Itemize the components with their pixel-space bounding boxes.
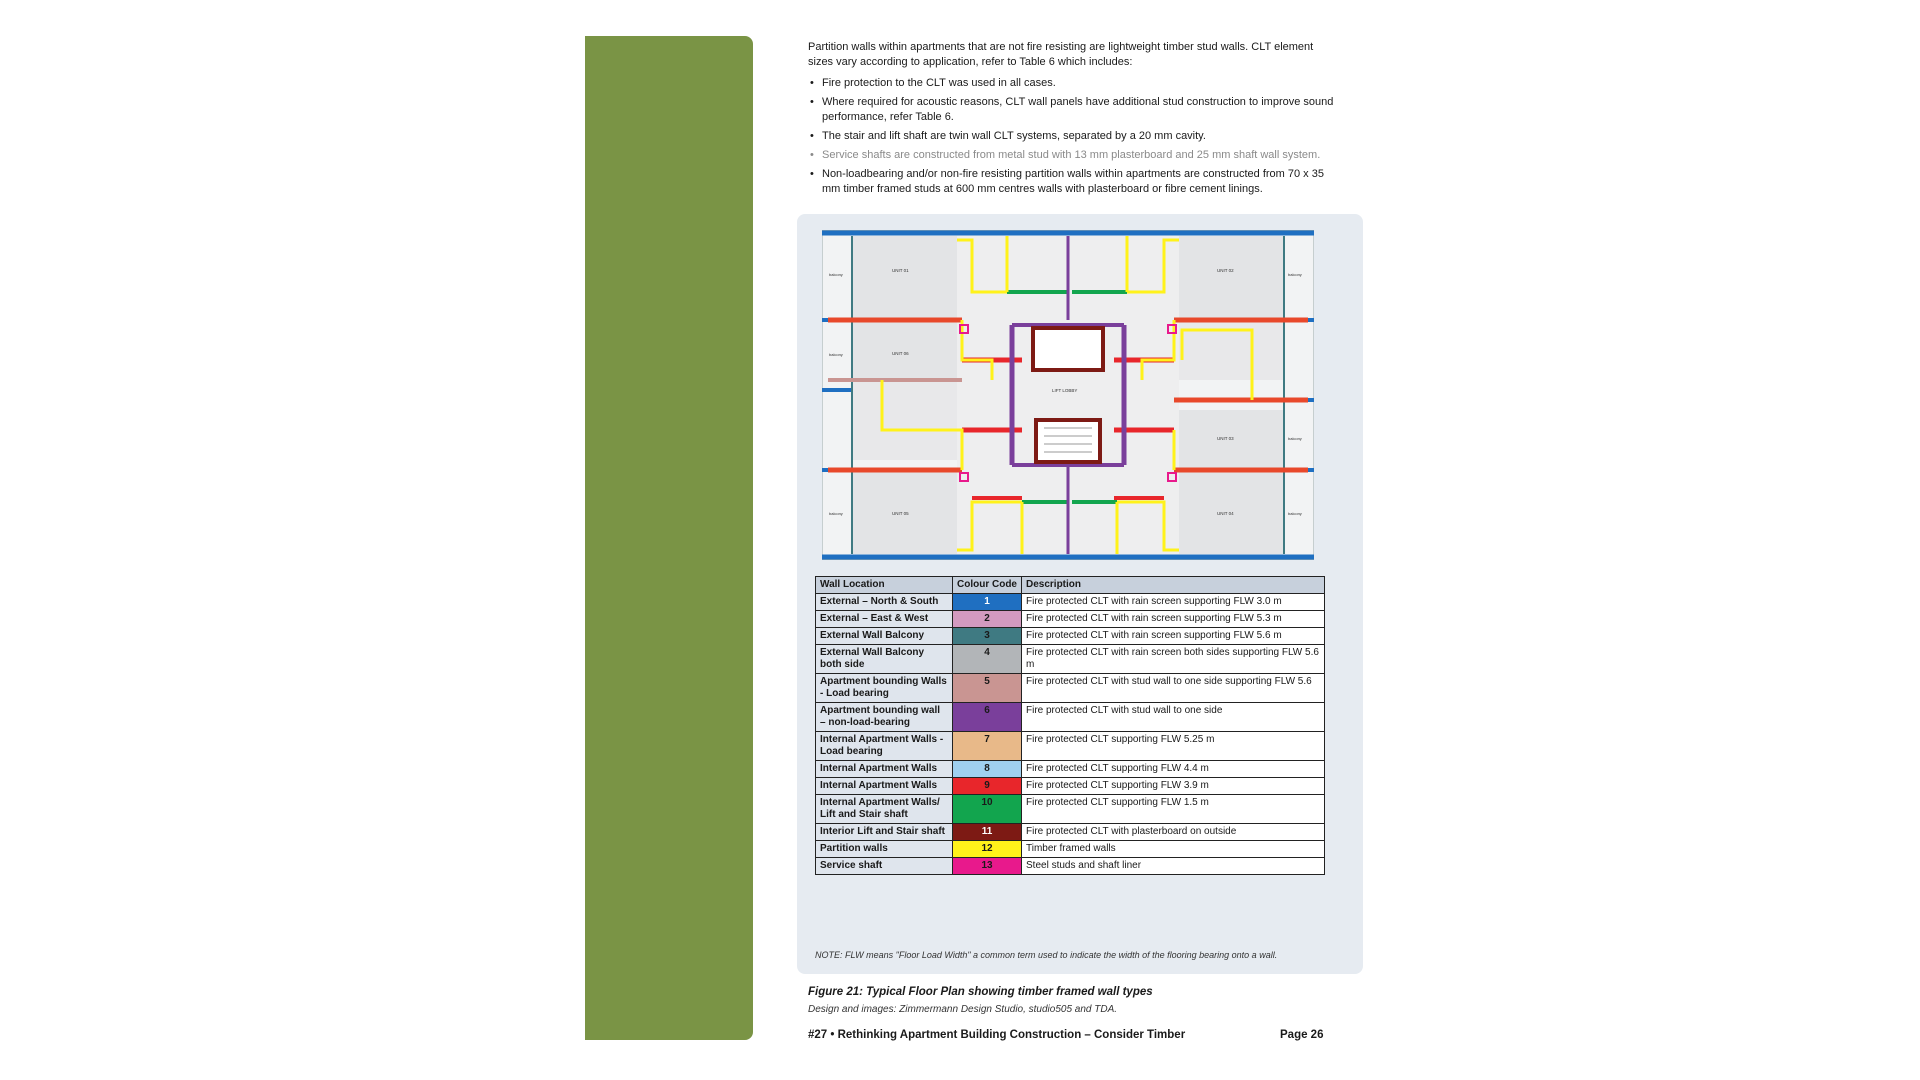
plan-label-unit03: UNIT 03 [1217,436,1234,441]
wall-location-cell: Internal Apartment Walls/ Lift and Stair shaft [816,795,953,824]
table-row [816,858,1325,875]
wall-location-cell: Partition walls [816,841,953,858]
plan-label-balcony: balcony [1288,511,1302,516]
wall-location-cell: External Wall Balcony [816,628,953,645]
wall-location-cell: Apartment bounding wall – non-load-bearing [816,703,953,732]
description-cell: Fire protected CLT with rain screen supporting FLW 3.0 m [1022,594,1325,611]
plan-label-lobby: LIFT LOBBY [1052,388,1078,393]
wall-location-cell: External – East & West [816,611,953,628]
column-header: Colour Code [953,577,1022,594]
plan-label-balcony: balcony [1288,436,1302,441]
description-cell: Fire protected CLT supporting FLW 4.4 m [1022,761,1325,778]
colour-code-cell: 2 [953,611,1022,628]
description-cell: Fire protected CLT with stud wall to one side supporting FLW 5.6 [1022,674,1325,703]
wall-location-cell: External – North & South [816,594,953,611]
colour-code-cell: 12 [953,841,1022,858]
wall-location-cell: Internal Apartment Walls [816,778,953,795]
wall-location-cell: Service shaft [816,858,953,875]
table-header-row [816,577,1325,594]
plan-label-balcony: balcony [1288,272,1302,277]
wall-type-table [815,576,1325,875]
table-row [816,611,1325,628]
colour-code-cell: 5 [953,674,1022,703]
figure-caption: Figure 21: Typical Floor Plan showing timber framed wall types [808,986,1153,998]
bullet-item: • Service shafts are constructed from metal stud with 13 mm plasterboard and 25 mm shaft wall system. [808,148,1338,163]
table-row [816,732,1325,761]
table-row [816,795,1325,824]
description-cell: Fire protected CLT with stud wall to one side [1022,703,1325,732]
bullet-item: • The stair and lift shaft are twin wall CLT systems, separated by a 20 mm cavity. [808,129,1338,144]
colour-code-cell: 7 [953,732,1022,761]
wall-location-cell: External Wall Balcony both side [816,645,953,674]
bullet-list [808,76,1338,197]
plan-label-balcony: balcony [829,511,843,516]
colour-code-cell: 3 [953,628,1022,645]
table-row [816,841,1325,858]
figure-credit: Design and images: Zimmermann Design Studio, studio505 and TDA. [808,1004,1118,1015]
description-cell: Fire protected CLT with rain screen supporting FLW 5.3 m [1022,611,1325,628]
intro-paragraph: Partition walls within apartments that are not fire resisting are lightweight timber stud walls. CLT element sizes vary according to application, refer to Table 6 which includes: [808,41,1314,68]
table-row [816,824,1325,841]
description-cell: Timber framed walls [1022,841,1325,858]
column-header: Description [1022,577,1325,594]
description-cell: Fire protected CLT supporting FLW 3.9 m [1022,778,1325,795]
description-cell: Fire protected CLT supporting FLW 5.25 m [1022,732,1325,761]
page-number: Page 26 [1280,1029,1324,1041]
column-header: Wall Location [816,577,953,594]
colour-code-cell: 11 [953,824,1022,841]
plan-label-unit06: UNIT 06 [892,351,909,356]
colour-code-cell: 1 [953,594,1022,611]
bullet-item: • Non-loadbearing and/or non-fire resisting partition walls within apartments are constructed from 70 x 35 mm timber framed studs at 600 mm centres walls with plasterboard or fibre cement linings. [808,167,1338,197]
colour-code-cell: 9 [953,778,1022,795]
description-cell: Steel studs and shaft liner [1022,858,1325,875]
description-cell: Fire protected CLT with rain screen both sides supporting FLW 5.6 m [1022,645,1325,674]
plan-label-unit04: UNIT 04 [1217,511,1234,516]
floor-plan-diagram [822,230,1314,560]
table-row [816,674,1325,703]
plan-label-balcony: balcony [829,272,843,277]
plan-label-balcony: balcony [829,352,843,357]
table-row [816,703,1325,732]
wall-location-cell: Apartment bounding Walls - Load bearing [816,674,953,703]
table-row [816,761,1325,778]
page-footer: #27 • Rethinking Apartment Building Construction – Consider Timber [808,1029,1186,1041]
description-cell: Fire protected CLT with rain screen supporting FLW 5.6 m [1022,628,1325,645]
bullet-item: • Fire protection to the CLT was used in all cases. [808,76,1338,91]
colour-code-cell: 4 [953,645,1022,674]
colour-code-cell: 10 [953,795,1022,824]
description-cell: Fire protected CLT with plasterboard on outside [1022,824,1325,841]
table-row [816,778,1325,795]
description-cell: Fire protected CLT supporting FLW 1.5 m [1022,795,1325,824]
colour-code-cell: 8 [953,761,1022,778]
colour-code-cell: 6 [953,703,1022,732]
table-row [816,645,1325,674]
colour-code-cell: 13 [953,858,1022,875]
plan-label-unit02: UNIT 02 [1217,268,1234,273]
wall-location-cell: Interior Lift and Stair shaft [816,824,953,841]
table-row [816,594,1325,611]
bullet-item: • Where required for acoustic reasons, CLT wall panels have additional stud construction to improve sound performance, refer Table 6. [808,95,1338,125]
plan-label-unit05: UNIT 05 [892,511,909,516]
plan-label-unit01: UNIT 01 [892,268,909,273]
wall-location-cell: Internal Apartment Walls [816,761,953,778]
wall-location-cell: Internal Apartment Walls - Load bearing [816,732,953,761]
body-text [808,40,1338,201]
table-note: NOTE: FLW means "Floor Load Width" a common term used to indicate the width of the flooring bearing onto a wall. [815,950,1278,960]
sidebar-green-band [585,36,753,1040]
table-row [816,628,1325,645]
